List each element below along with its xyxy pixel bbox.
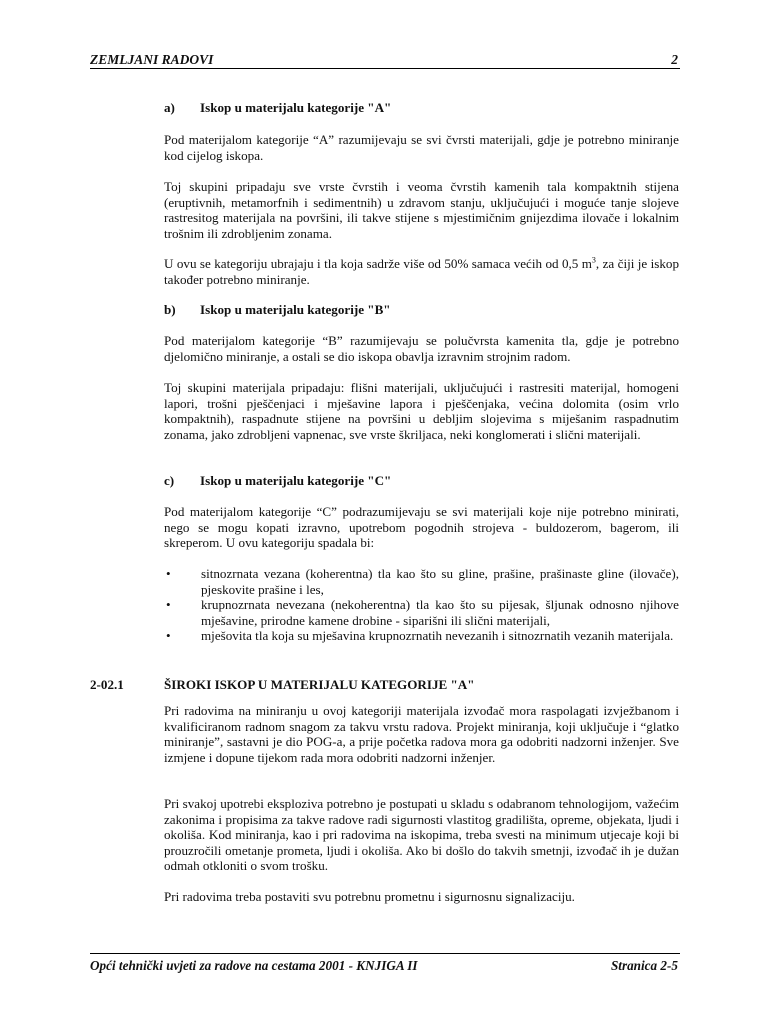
section-heading-c — [164, 473, 679, 489]
paragraph: Pri radovima treba postaviti svu potrebnu prometnu i sigurnosnu signalizaciju. — [164, 889, 575, 904]
page-footer — [90, 953, 680, 973]
paragraph: Toj skupini pripadaju sve vrste čvrstih i veoma čvrstih kamenih tala kompaktnih stijena (eruptivnih, metamorfnih i sedimentnih) u zdravom stanju, uključujući i moguće tanje slojeve rastresitog materijala na površini, ili takve stijene s mjestimičnim gnijezdima ilovače i lokalnim trošnim ili zdrobljenim zonama. — [164, 179, 679, 241]
section-title: Iskop u materijalu kategorije "C" — [200, 473, 392, 488]
bullet-list — [164, 566, 679, 644]
paragraph: Pod materijalom kategorije “C” podrazumijevaju se svi materijali koje nije potrebno minirati, nego se mogu kopati izravno, upotrebom pogodnih strojeva - buldozerom, bagerom, ili skreperom. U ovu kategoriju spadala bi: — [164, 504, 679, 551]
list-item: • krupnozrnata nevezana (nekoherentna) tla kao što su pijesak, šljunak odnosno njihove mješavine, prirodne kamene drobine - siparišni ili slični materijali, — [164, 597, 679, 628]
superscript: 3 — [591, 255, 596, 265]
major-section-heading — [90, 677, 680, 693]
section-letter: c) — [164, 473, 175, 488]
page-header — [90, 50, 680, 69]
paragraph: U ovu se kategoriju ubrajaju i tla koja sadrže više od 50% samaca većih od 0,5 $m^3$, za čiji je iskop također potrebno miniranje. — [164, 255, 679, 287]
paragraph: Toj skupini materijala pripadaju: flišni materijali, uključujući i rastresiti materijal, homogeni lapori, trošni pješčenjaci i mješavine lapora i pješčenjaka, većina dolomita (osim vrlo kompaktnih), raspadnute stijene na površini u debljim slojevima s miješanim raspadnutim zonama, jako zdrobljeni vapnenac, sve vrste škriljaca, neki konglomerati i slični materijali. — [164, 380, 679, 442]
section-title: Iskop u materijalu kategorije "B" — [200, 302, 391, 317]
list-item: • sitnozrnata vezana (koherentna) tla kao što su gline, prašine, prašinaste gline (ilovače), pjeskovite prašine i les, — [164, 566, 679, 597]
section-heading-a — [164, 100, 679, 116]
section-letter: a) — [164, 100, 175, 115]
paragraph: Pri radovima na miniranju u ovoj kategoriji materijala izvođač mora raspolagati izvježbanom i kvalificiranom radnom snagom za takvu vrstu radova. Projekt miniranja, koji uključuje i “glatko miniranje”, sastavni je dio POG-a, a prije početka radova mora ga odobriti nadzorni inženjer. Sve izmjene i dopune tijekom rada mora odobriti nadzorni inženjer. — [164, 703, 679, 765]
paragraph: Pod materijalom kategorije “A” razumijevaju se svi čvrsti materijali, gdje je potrebno miniranje kod cijelog iskopa. — [164, 132, 679, 163]
section-number: 2-02.1 — [90, 677, 124, 692]
paragraph: Pri svakoj upotrebi eksploziva potrebno je postupati u skladu s odabranom tehnologijom, važećim zakonima i propisima za takve radove radi sigurnosti vlastitog gradilišta, opreme, objekata, ljudi i okoliša. Kod miniranja, kao i pri radovima na iskopima, treba svesti na minimum utjecaje koji bi prouzročili ometanje prometa, ljudi i okoliša. Ako bi došlo do takvih smetnji, izvođač ih je dužan odmah otkloniti o svom trošku. — [164, 796, 679, 874]
paragraph: Pod materijalom kategorije “B” razumijevaju se polučvrsta kamenita tla, gdje je potrebno djelomično miniranje, a ostali se dio iskopa obavlja izravnim strojnim radom. — [164, 333, 679, 364]
section-heading-b — [164, 302, 679, 318]
header-title: ZEMLJANI RADOVI — [90, 52, 214, 67]
header-page-number: 2 — [671, 52, 678, 67]
section-title: Iskop u materijalu kategorije "A" — [200, 100, 392, 115]
footer-page-label: Stranica 2-5 — [610, 958, 678, 973]
footer-document-title: Opći tehnički uvjeti za radove na cestama 2001 - KNJIGA II — [90, 958, 418, 973]
section-title: ŠIROKI ISKOP U MATERIJALU KATEGORIJE "A" — [164, 677, 475, 692]
list-item: • mješovita tla koja su mješavina krupnozrnatih nevezanih i sitnozrnatih vezanih materijala. — [164, 628, 679, 644]
section-letter: b) — [164, 302, 176, 317]
